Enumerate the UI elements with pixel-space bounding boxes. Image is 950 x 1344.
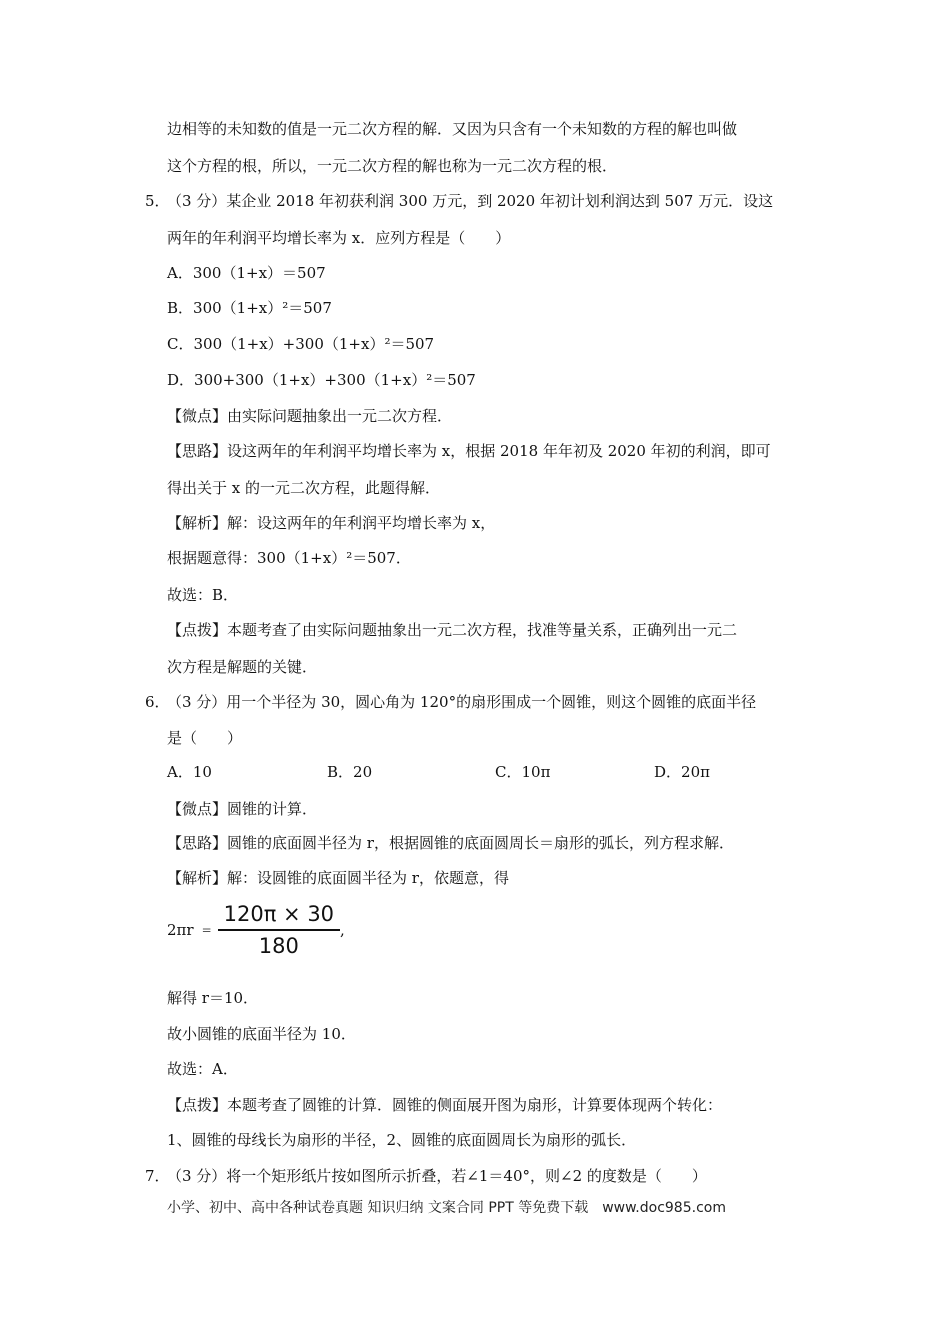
option-b: B．20 bbox=[327, 763, 373, 781]
equation-tail: , bbox=[340, 920, 345, 939]
equation-lhs: 2πr bbox=[167, 920, 194, 939]
fraction-equation bbox=[167, 902, 345, 958]
equals-sign: = bbox=[201, 922, 212, 937]
solution: 【解析】解：设圆锥的底面圆半径为 r，依题意，得 bbox=[167, 869, 509, 887]
comment: 【点拨】本题考查了圆锥的计算．圆锥的侧面展开图为扇形，计算要体现两个转化： bbox=[167, 1096, 723, 1114]
question-number: 7． bbox=[145, 1167, 170, 1185]
option-d: D．300+300（1+x）+300（1+x）²＝507 bbox=[167, 371, 476, 389]
fraction bbox=[218, 902, 340, 958]
comment: 【点拨】本题考查了由实际问题抽象出一元二次方程，找准等量关系，正确列出一元二 bbox=[167, 621, 738, 639]
result: 解得 r＝10． bbox=[167, 989, 259, 1007]
approach: 【思路】圆锥的底面圆半径为 r，根据圆锥的底面圆周长＝扇形的弧长，列方程求解． bbox=[167, 834, 734, 852]
option-c: C．300（1+x）+300（1+x）²＝507 bbox=[167, 335, 435, 353]
approach: 得出关于 x 的一元二次方程，此题得解． bbox=[167, 479, 440, 497]
solution: 根据题意得：300（1+x）²＝507． bbox=[167, 549, 411, 567]
question-text: （3 分）用一个半径为 30，圆心角为 120°的扇形围成一个圆锥，则这个圆锥的底面半径 bbox=[167, 693, 757, 711]
comment: 次方程是解题的关键． bbox=[167, 658, 318, 676]
fraction-numerator: 120π × 30 bbox=[223, 902, 335, 926]
answer: 故选：A． bbox=[167, 1060, 238, 1078]
page-footer: 小学、初中、高中各种试卷真题 知识归纳 文案合同 PPT 等免费下载 www.doc985.com bbox=[167, 1200, 726, 1216]
question-text: （3 分）某企业 2018 年初获利润 300 万元，到 2020 年初计划利润达到 507 万元．设这 bbox=[167, 192, 774, 210]
question-number: 5． bbox=[145, 192, 170, 210]
question-text: （3 分）将一个矩形纸片按如图所示折叠，若∠1＝40°，则∠2 的度数是（ ） bbox=[167, 1167, 707, 1185]
answer: 故选：B． bbox=[167, 586, 239, 604]
text-line: 边相等的未知数的值是一元二次方程的解．又因为只含有一个未知数的方程的解也叫做 bbox=[167, 120, 738, 138]
question-text: 两年的年利润平均增长率为 x．应列方程是（ ） bbox=[167, 229, 511, 247]
option-a: A．10 bbox=[167, 763, 212, 781]
key-point: 【微点】圆锥的计算． bbox=[167, 800, 318, 818]
question-text: 是（ ） bbox=[167, 729, 243, 747]
conclusion: 故小圆锥的底面半径为 10． bbox=[167, 1025, 356, 1043]
option-d: D．20π bbox=[654, 763, 710, 781]
option-c: C．10π bbox=[495, 763, 551, 781]
option-b: B．300（1+x）²＝507 bbox=[167, 299, 332, 317]
approach: 【思路】设这两年的年利润平均增长率为 x，根据 2018 年年初及 2020 年初的利润，即可 bbox=[167, 442, 771, 460]
option-a: A．300（1+x）＝507 bbox=[167, 264, 326, 282]
solution: 【解析】解：设这两年的年利润平均增长率为 x， bbox=[167, 514, 496, 532]
fraction-denominator: 180 bbox=[258, 933, 299, 958]
comment: 1、圆锥的母线长为扇形的半径，2、圆锥的底面圆周长为扇形的弧长． bbox=[167, 1131, 637, 1149]
question-number: 6． bbox=[145, 693, 170, 711]
text-line: 这个方程的根，所以，一元二次方程的解也称为一元二次方程的根． bbox=[167, 157, 618, 175]
key-point: 【微点】由实际问题抽象出一元二次方程． bbox=[167, 407, 453, 425]
